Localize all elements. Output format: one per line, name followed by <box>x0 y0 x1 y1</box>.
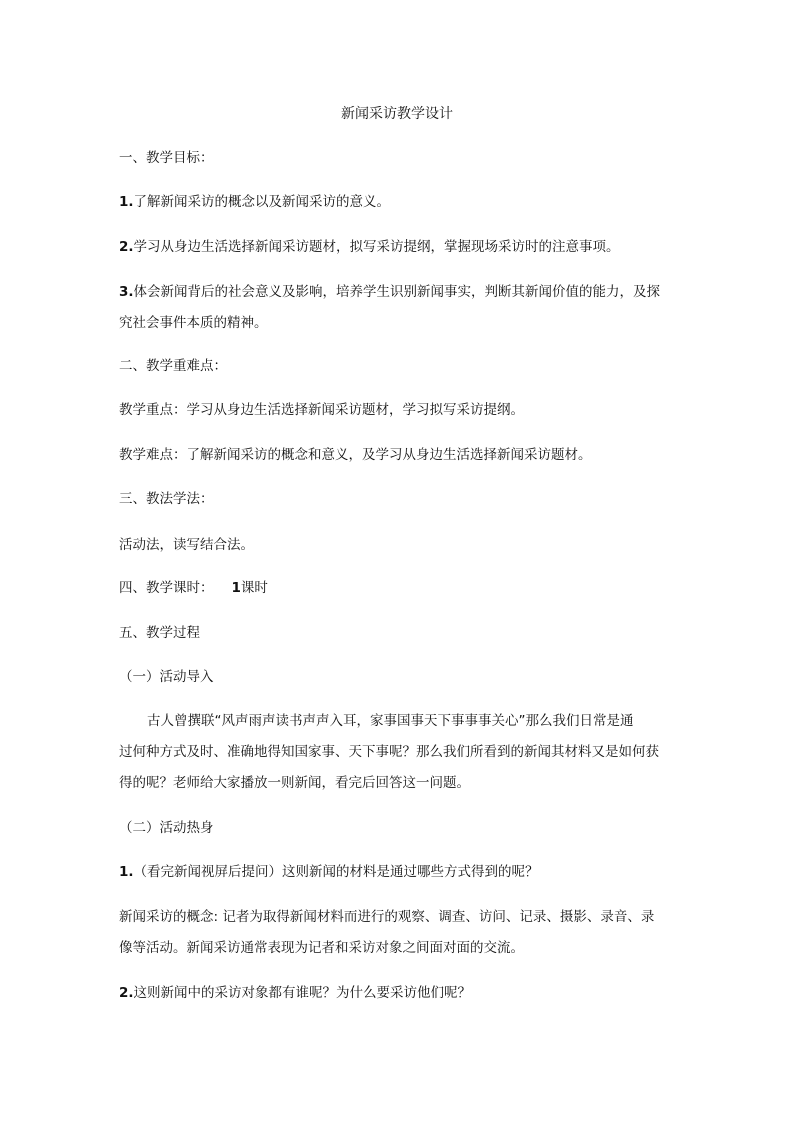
question-1-number: 1. <box>119 864 134 880</box>
section-heading-objectives: 一、教学目标： <box>119 150 214 166</box>
class-hours-heading: 四、教学课时： <box>119 580 214 596</box>
section-heading-key-points: 二、教学重难点： <box>119 358 227 374</box>
class-hours-unit: 课时 <box>240 580 268 596</box>
objective-3-number: 3. <box>119 284 134 300</box>
objective-3-line-2: 究社会事件本质的精神。 <box>119 315 268 331</box>
concept-line-1: 新闻采访的概念: 记者为取得新闻材料而进行的观察、调查、访问、记录、摄影、录音、录 <box>119 909 655 925</box>
method-text: 活动法，读写结合法。 <box>119 537 254 553</box>
document-title: 新闻采访教学设计 <box>341 106 453 122</box>
intro-paragraph-line-3: 得的呢？老师给大家播放一则新闻，看完后回答这一问题。 <box>119 775 470 791</box>
difficult-point-text: 教学难点：了解新闻采访的概念和意义，及学习从身边生活选择新闻采访题材。 <box>119 447 592 463</box>
objective-1 <box>119 192 679 212</box>
question-1 <box>119 862 679 882</box>
key-point-text: 教学重点：学习从身边生活选择新闻采访题材，学习拟写采访提纲。 <box>119 402 524 418</box>
objective-1-number: 1. <box>119 194 134 210</box>
section-heading-process: 五、教学过程 <box>119 625 200 641</box>
objective-3-line-1 <box>119 282 679 302</box>
objective-3-text-1: 体会新闻背后的社会意义及影响，培养学生识别新闻事实，判断其新闻价值的能力，及探 <box>133 284 661 300</box>
class-hours-number: 1 <box>231 580 241 596</box>
intro-paragraph-line-2: 过何种方式及时、准确地得知国家事、天下事呢？那么我们所看到的新闻其材料又是如何获 <box>119 744 659 760</box>
objective-2 <box>119 237 679 257</box>
question-2 <box>119 983 679 1003</box>
step-2-heading: （二）活动热身 <box>119 820 214 836</box>
objective-1-text: 了解新闻采访的概念以及新闻采访的意义。 <box>133 194 391 210</box>
question-2-number: 2. <box>119 985 134 1001</box>
intro-paragraph-line-1: 古人曾撰联“风声雨声读书声声入耳，家事国事天下事事事关心”那么我们日常是通 <box>147 713 634 729</box>
section-heading-methods: 三、教法学法： <box>119 491 214 507</box>
step-1-heading: （一）活动导入 <box>119 669 214 685</box>
objective-2-text: 学习从身边生活选择新闻采访题材，拟写采访提纲，掌握现场采访时的注意事项。 <box>133 239 620 255</box>
question-2-text: 这则新闻中的采访对象都有谁呢？为什么要采访他们呢？ <box>133 985 472 1001</box>
class-hours <box>119 578 679 598</box>
concept-line-2: 像等活动。新闻采访通常表现为记者和采访对象之间面对面的交流。 <box>119 940 524 956</box>
question-1-text: （看完新闻视屏后提问）这则新闻的材料是通过哪些方式得到的呢？ <box>133 864 539 880</box>
objective-2-number: 2. <box>119 239 134 255</box>
